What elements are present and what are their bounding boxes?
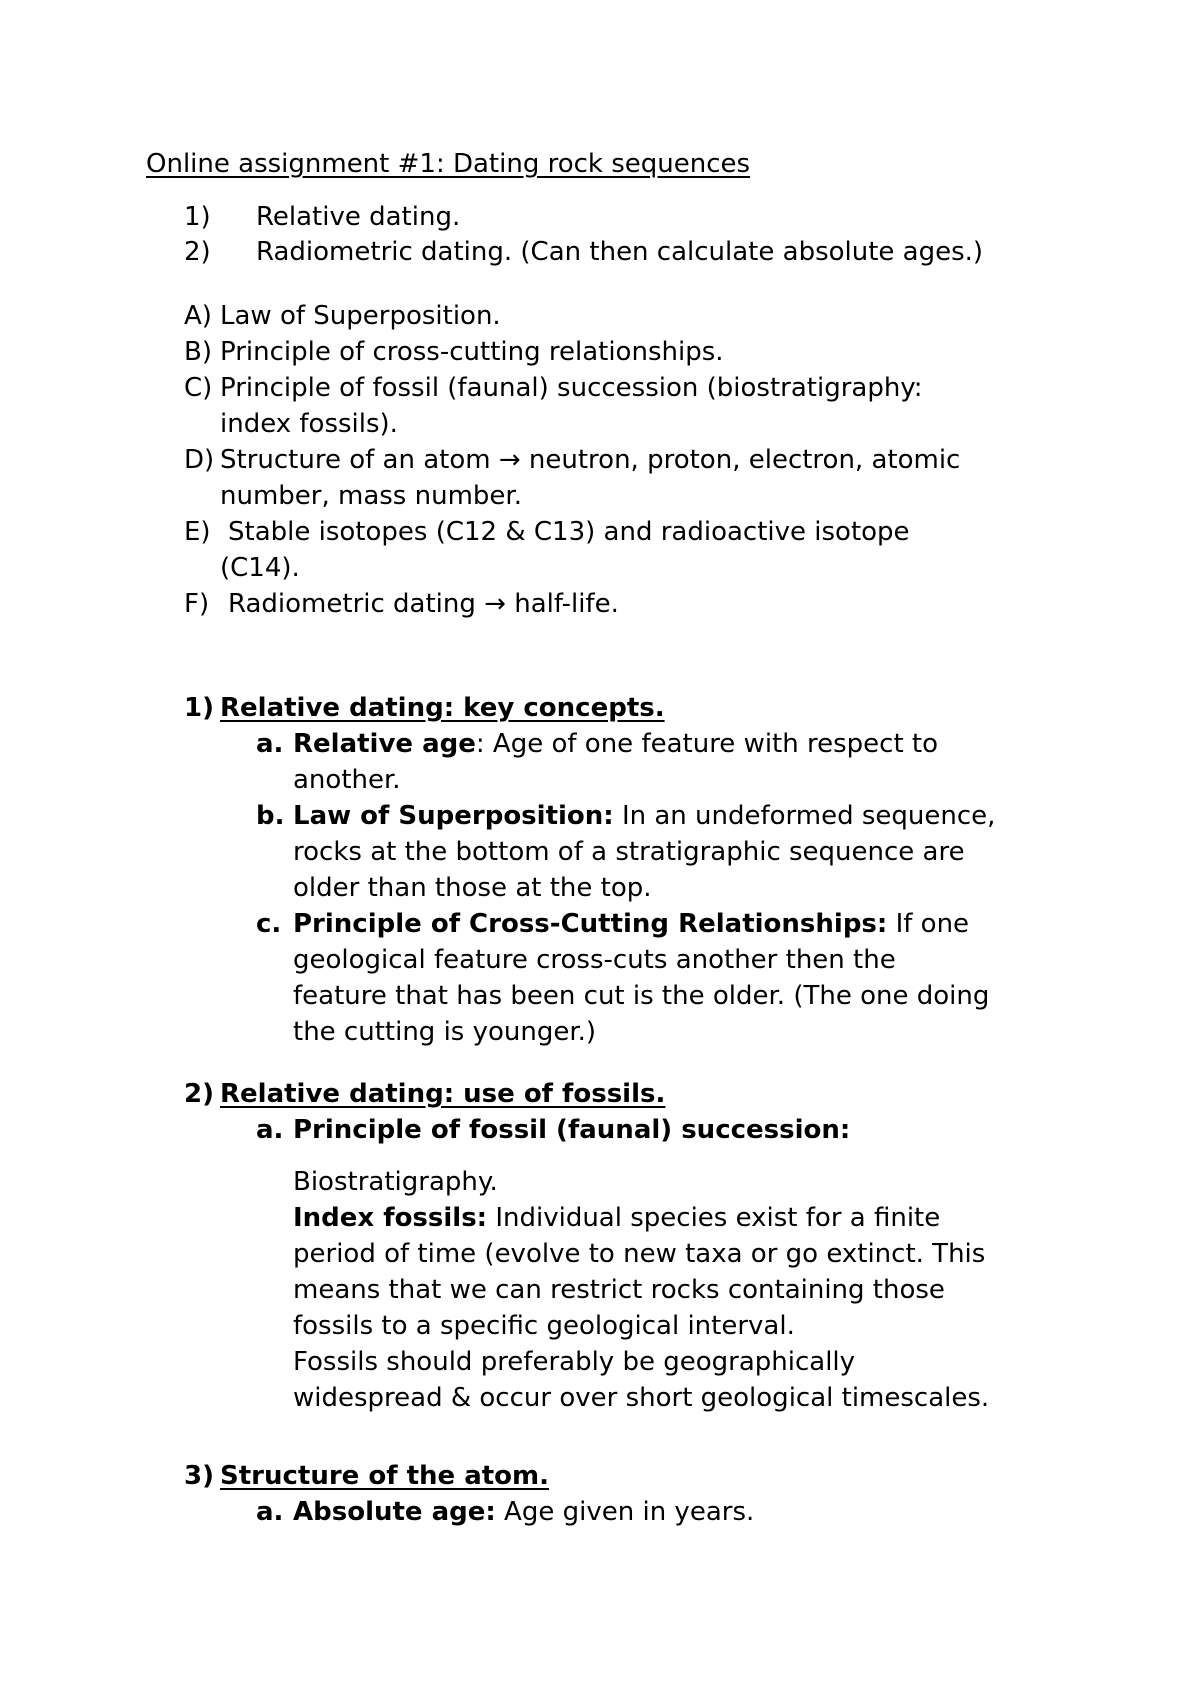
paragraph-line: Biostratigraphy. xyxy=(293,1167,498,1197)
definition-line: Absolute age: Age given in years. xyxy=(293,1497,755,1527)
definition-line: feature that has been cut is the older. (The one doing xyxy=(293,981,990,1011)
method-text: Radiometric dating. (Can then calculate absolute ages.) xyxy=(256,237,984,267)
topic-text: Stable isotopes (C12 & C13) and radioactive isotope xyxy=(228,517,910,547)
definition-line: rocks at the bottom of a stratigraphic sequence are xyxy=(293,837,965,867)
paragraph-line: fossils to a specific geological interval. xyxy=(293,1311,795,1341)
section-heading: Structure of the atom. xyxy=(220,1461,549,1491)
arrow-right-icon: → xyxy=(498,445,521,475)
page-title: Online assignment #1: Dating rock sequences xyxy=(146,149,751,179)
definition-line: the cutting is younger.) xyxy=(293,1017,597,1047)
section-heading: Relative dating: key concepts. xyxy=(220,693,665,723)
definition-line: Law of Superposition: In an undeformed sequence, xyxy=(293,801,996,831)
definition-line: another. xyxy=(293,765,401,795)
topic-text-continued: number, mass number. xyxy=(220,481,522,511)
topic-letter: C) xyxy=(184,373,213,403)
topic-text: Principle of fossil (faunal) succession (biostratigraphy: xyxy=(220,373,923,403)
paragraph-line: means that we can restrict rocks containing those xyxy=(293,1275,945,1305)
item-label: c. xyxy=(256,909,282,939)
topic-letter: D) xyxy=(184,445,215,475)
definition-line: Relative age: Age of one feature with respect to xyxy=(293,729,939,759)
topic-text-continued: index fossils). xyxy=(220,409,398,439)
topic-text-continued: (C14). xyxy=(220,553,300,583)
item-label: a. xyxy=(256,1115,284,1145)
paragraph-line: Fossils should preferably be geographically xyxy=(293,1347,856,1377)
item-label: a. xyxy=(256,729,284,759)
definition-term: Principle of fossil (faunal) succession: xyxy=(293,1115,851,1145)
topic-letter: E) xyxy=(184,517,211,547)
topic-text: Law of Superposition. xyxy=(220,301,501,331)
topic-letter: F) xyxy=(184,589,210,619)
section-number: 3) xyxy=(184,1461,214,1491)
topic-text: Principle of cross-cutting relationships. xyxy=(220,337,724,367)
section-heading: Relative dating: use of fossils. xyxy=(220,1079,666,1109)
topic-text: Structure of an atom → neutron, proton, electron, atomic xyxy=(220,445,961,475)
method-number: 1) xyxy=(184,202,211,232)
definition-line: Principle of Cross-Cutting Relationships: If one xyxy=(293,909,970,939)
topic-text: Radiometric dating → half-life. xyxy=(228,589,619,619)
topic-letter: B) xyxy=(184,337,212,367)
method-text: Relative dating. xyxy=(256,202,461,232)
paragraph-line: widespread & occur over short geological timescales. xyxy=(293,1383,990,1413)
item-label: a. xyxy=(256,1497,284,1527)
method-number: 2) xyxy=(184,237,211,267)
arrow-right-icon: → xyxy=(484,589,506,619)
paragraph-line: Index fossils: Individual species exist for a finite xyxy=(293,1203,941,1233)
section-number: 1) xyxy=(184,693,214,723)
topic-letter: A) xyxy=(184,301,212,331)
section-number: 2) xyxy=(184,1079,214,1109)
item-label: b. xyxy=(256,801,285,831)
paragraph-line: period of time (evolve to new taxa or go extinct. This xyxy=(293,1239,986,1269)
definition-line: older than those at the top. xyxy=(293,873,652,903)
definition-line: geological feature cross-cuts another then the xyxy=(293,945,896,975)
